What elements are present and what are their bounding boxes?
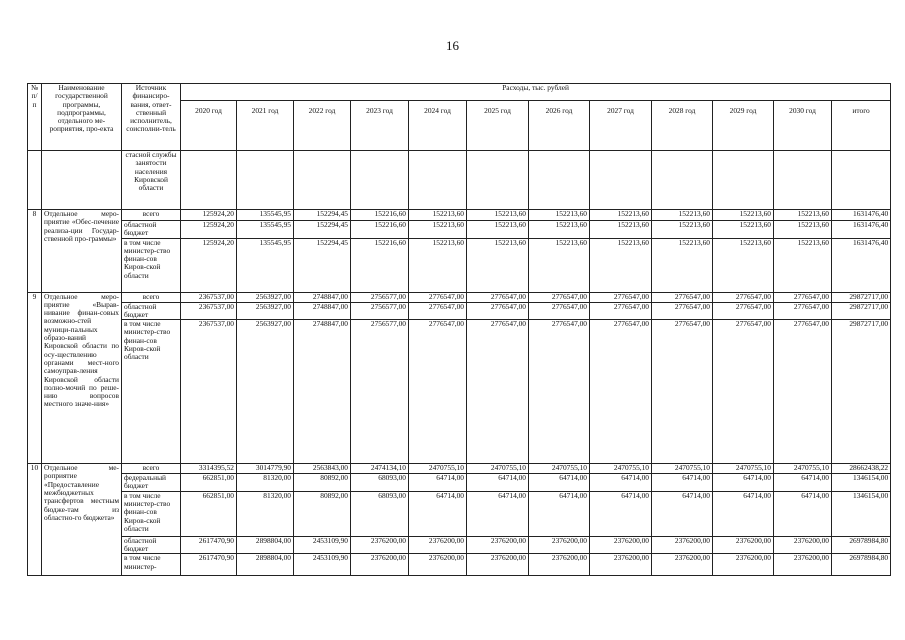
value-cell: 26978984,80	[832, 536, 891, 554]
value-cell: 152216,60	[351, 210, 409, 221]
value-cell: 152213,60	[713, 221, 774, 239]
row-name: Отдельное ме-роприятие «Предоставление межбюджетных трансфертов местным бюдже-там из областно-го бюджета»	[42, 464, 122, 576]
value-cell: 152213,60	[467, 210, 529, 221]
table-row	[28, 302, 891, 320]
value-cell: 2376200,00	[467, 554, 529, 576]
table-row	[28, 221, 891, 239]
row-num: 8	[28, 210, 42, 293]
value-cell	[467, 151, 529, 210]
value-cell: 64714,00	[774, 474, 832, 492]
value-cell: 125924,20	[181, 210, 237, 221]
row-source: всего	[122, 292, 181, 302]
row-source: областной бюджет	[122, 302, 181, 320]
value-cell: 2376200,00	[529, 554, 590, 576]
value-cell: 64714,00	[590, 491, 652, 536]
value-cell: 2376200,00	[467, 536, 529, 554]
value-cell: 81320,00	[237, 474, 294, 492]
row-source: в том числе министер-	[122, 554, 181, 576]
value-cell: 2367537,00	[181, 292, 237, 302]
header-year: итого	[832, 101, 891, 151]
value-cell: 2776547,00	[774, 302, 832, 320]
value-cell: 2376200,00	[351, 536, 409, 554]
value-cell: 29872717,00	[832, 320, 891, 464]
value-cell: 2470755,10	[652, 464, 713, 474]
value-cell: 2376200,00	[590, 536, 652, 554]
value-cell: 2776547,00	[774, 292, 832, 302]
header-name: Наименование государственной программы, подпрограммы, отдельного ме-роприятия, про-екта	[42, 84, 122, 151]
header-year: 2030 год	[774, 101, 832, 151]
value-cell: 2617470,90	[181, 554, 237, 576]
value-cell: 2474134,10	[351, 464, 409, 474]
value-cell: 2776547,00	[652, 292, 713, 302]
table-row	[28, 151, 891, 210]
budget-table	[27, 83, 891, 576]
value-cell: 152213,60	[774, 210, 832, 221]
value-cell: 125924,20	[181, 238, 237, 292]
value-cell: 1631476,40	[832, 238, 891, 292]
header-source: Источник финансиро-вания, ответ-ственный исполнитель, соисполни-тель	[122, 84, 181, 151]
table-row	[28, 474, 891, 492]
value-cell	[652, 151, 713, 210]
value-cell: 2367537,00	[181, 320, 237, 464]
value-cell: 2776547,00	[774, 320, 832, 464]
value-cell	[590, 151, 652, 210]
value-cell: 152213,60	[774, 221, 832, 239]
value-cell: 2756577,00	[351, 292, 409, 302]
row-source: стасной службы занятости населения Кировской области	[122, 151, 181, 210]
value-cell: 662851,00	[181, 491, 237, 536]
value-cell	[774, 151, 832, 210]
row-name: Отдельное меро-приятие «Обес-печение реализа-ции Государ-ственной про-граммы»	[42, 210, 122, 293]
value-cell: 1346154,00	[832, 491, 891, 536]
header-year: 2021 год	[237, 101, 294, 151]
value-cell: 64714,00	[774, 491, 832, 536]
row-source: федеральный бюджет	[122, 474, 181, 492]
value-cell: 64714,00	[652, 491, 713, 536]
row-source: в том числе министер-ство финан-сов Киров-ской области	[122, 320, 181, 464]
value-cell: 152213,60	[590, 221, 652, 239]
value-cell: 2776547,00	[409, 292, 467, 302]
value-cell: 2776547,00	[713, 292, 774, 302]
value-cell: 2617470,90	[181, 536, 237, 554]
value-cell: 2563927,00	[237, 292, 294, 302]
value-cell: 2563927,00	[237, 320, 294, 464]
value-cell: 2376200,00	[774, 554, 832, 576]
value-cell: 2776547,00	[409, 320, 467, 464]
value-cell: 2776547,00	[713, 320, 774, 464]
value-cell: 152213,60	[467, 238, 529, 292]
value-cell: 80892,00	[294, 491, 351, 536]
header-year: 2026 год	[529, 101, 590, 151]
row-source: в том числе министер-ство финан-сов Киров-ской области	[122, 238, 181, 292]
value-cell: 2776547,00	[590, 320, 652, 464]
value-cell: 2376200,00	[774, 536, 832, 554]
table-row	[28, 238, 891, 292]
value-cell: 152216,60	[351, 221, 409, 239]
value-cell: 152213,60	[652, 221, 713, 239]
value-cell: 64714,00	[409, 474, 467, 492]
value-cell: 2367537,00	[181, 302, 237, 320]
value-cell: 29872717,00	[832, 302, 891, 320]
value-cell: 152213,60	[529, 210, 590, 221]
value-cell: 152213,60	[590, 210, 652, 221]
value-cell: 152213,60	[409, 221, 467, 239]
value-cell: 2776547,00	[467, 292, 529, 302]
header-year: 2023 год	[351, 101, 409, 151]
value-cell: 64714,00	[652, 474, 713, 492]
value-cell	[237, 151, 294, 210]
value-cell: 152294,45	[294, 238, 351, 292]
value-cell: 152213,60	[713, 210, 774, 221]
row-num: 10	[28, 464, 42, 576]
value-cell: 3014779,90	[237, 464, 294, 474]
table-row	[28, 210, 891, 221]
value-cell: 2898804,00	[237, 536, 294, 554]
row-num: 9	[28, 292, 42, 464]
value-cell: 152213,60	[529, 238, 590, 292]
value-cell: 68093,00	[351, 491, 409, 536]
value-cell: 152213,60	[409, 210, 467, 221]
value-cell: 64714,00	[713, 474, 774, 492]
value-cell: 26978984,80	[832, 554, 891, 576]
value-cell: 80892,00	[294, 474, 351, 492]
value-cell: 2776547,00	[409, 302, 467, 320]
header-year: 2024 год	[409, 101, 467, 151]
value-cell: 2376200,00	[351, 554, 409, 576]
value-cell: 2376200,00	[652, 554, 713, 576]
value-cell: 2470755,10	[590, 464, 652, 474]
value-cell: 152213,60	[652, 238, 713, 292]
table-row	[28, 320, 891, 464]
value-cell: 64714,00	[713, 491, 774, 536]
header-year: 2020 год	[181, 101, 237, 151]
header-year: 2022 год	[294, 101, 351, 151]
value-cell	[713, 151, 774, 210]
value-cell: 2776547,00	[652, 320, 713, 464]
table-row	[28, 292, 891, 302]
value-cell: 64714,00	[529, 491, 590, 536]
value-cell: 81320,00	[237, 491, 294, 536]
value-cell: 2776547,00	[467, 320, 529, 464]
value-cell: 2470755,10	[774, 464, 832, 474]
value-cell: 2776547,00	[590, 302, 652, 320]
value-cell	[832, 151, 891, 210]
value-cell: 28662438,22	[832, 464, 891, 474]
value-cell: 2748847,00	[294, 292, 351, 302]
value-cell: 64714,00	[529, 474, 590, 492]
value-cell: 2776547,00	[529, 320, 590, 464]
row-source: областной бюджет	[122, 536, 181, 554]
value-cell: 2376200,00	[529, 536, 590, 554]
value-cell: 2470755,10	[529, 464, 590, 474]
value-cell: 2563927,00	[237, 302, 294, 320]
value-cell: 2756577,00	[351, 320, 409, 464]
value-cell: 2776547,00	[529, 302, 590, 320]
value-cell: 135545,95	[237, 210, 294, 221]
value-cell: 2776547,00	[652, 302, 713, 320]
value-cell: 2748847,00	[294, 320, 351, 464]
value-cell: 2470755,10	[467, 464, 529, 474]
value-cell: 2376200,00	[590, 554, 652, 576]
value-cell: 152213,60	[467, 221, 529, 239]
row-num	[28, 151, 42, 210]
value-cell: 152294,45	[294, 221, 351, 239]
value-cell: 2470755,10	[409, 464, 467, 474]
header-expenses: Расходы, тыс. рублей	[181, 84, 891, 101]
header-year: 2028 год	[652, 101, 713, 151]
value-cell: 2776547,00	[713, 302, 774, 320]
value-cell: 68093,00	[351, 474, 409, 492]
value-cell: 152213,60	[590, 238, 652, 292]
value-cell: 135545,95	[237, 221, 294, 239]
value-cell: 2776547,00	[467, 302, 529, 320]
value-cell: 2470755,10	[713, 464, 774, 474]
table-row	[28, 536, 891, 554]
value-cell: 64714,00	[467, 491, 529, 536]
value-cell: 64714,00	[467, 474, 529, 492]
value-cell: 1631476,40	[832, 210, 891, 221]
value-cell	[529, 151, 590, 210]
value-cell: 64714,00	[409, 491, 467, 536]
value-cell: 29872717,00	[832, 292, 891, 302]
value-cell	[294, 151, 351, 210]
value-cell: 152213,60	[409, 238, 467, 292]
value-cell: 1631476,40	[832, 221, 891, 239]
value-cell: 2453109,90	[294, 554, 351, 576]
value-cell: 152213,60	[529, 221, 590, 239]
value-cell: 2376200,00	[652, 536, 713, 554]
value-cell	[409, 151, 467, 210]
value-cell: 2756577,00	[351, 302, 409, 320]
header-year: 2025 год	[467, 101, 529, 151]
value-cell: 135545,95	[237, 238, 294, 292]
value-cell: 2376200,00	[713, 536, 774, 554]
header-year: 2027 год	[590, 101, 652, 151]
row-name	[42, 151, 122, 210]
value-cell: 2776547,00	[529, 292, 590, 302]
row-source: областной бюджет	[122, 221, 181, 239]
value-cell: 2453109,90	[294, 536, 351, 554]
table-row	[28, 491, 891, 536]
value-cell: 1346154,00	[832, 474, 891, 492]
value-cell: 2376200,00	[409, 554, 467, 576]
value-cell: 2376200,00	[409, 536, 467, 554]
value-cell: 152294,45	[294, 210, 351, 221]
value-cell: 125924,20	[181, 221, 237, 239]
table-row	[28, 464, 891, 474]
value-cell: 662851,00	[181, 474, 237, 492]
row-source: всего	[122, 210, 181, 221]
row-source: всего	[122, 464, 181, 474]
table-row	[28, 554, 891, 576]
value-cell: 3314395,52	[181, 464, 237, 474]
value-cell: 152213,60	[774, 238, 832, 292]
value-cell: 2748847,00	[294, 302, 351, 320]
value-cell: 2898804,00	[237, 554, 294, 576]
header-year: 2029 год	[713, 101, 774, 151]
value-cell: 2376200,00	[713, 554, 774, 576]
header-num: № п/п	[28, 84, 42, 151]
value-cell: 2563843,00	[294, 464, 351, 474]
value-cell	[351, 151, 409, 210]
value-cell: 64714,00	[590, 474, 652, 492]
value-cell: 2776547,00	[590, 292, 652, 302]
value-cell: 152216,60	[351, 238, 409, 292]
value-cell	[181, 151, 237, 210]
row-name: Отдельное меро-приятие «Вырав-нивание финан-совых возможно-стей муници-пальных образо-ваний Кировской области по осу-ществлению органами мест-ного самоуправ-ления Кировской области полно-мочий по реше-нию вопросов местного значе-ния»	[42, 292, 122, 464]
page-number: 16	[446, 38, 459, 53]
row-source: в том числе министер-ство финан-сов Киров-ской области	[122, 491, 181, 536]
value-cell: 152213,60	[652, 210, 713, 221]
value-cell: 152213,60	[713, 238, 774, 292]
